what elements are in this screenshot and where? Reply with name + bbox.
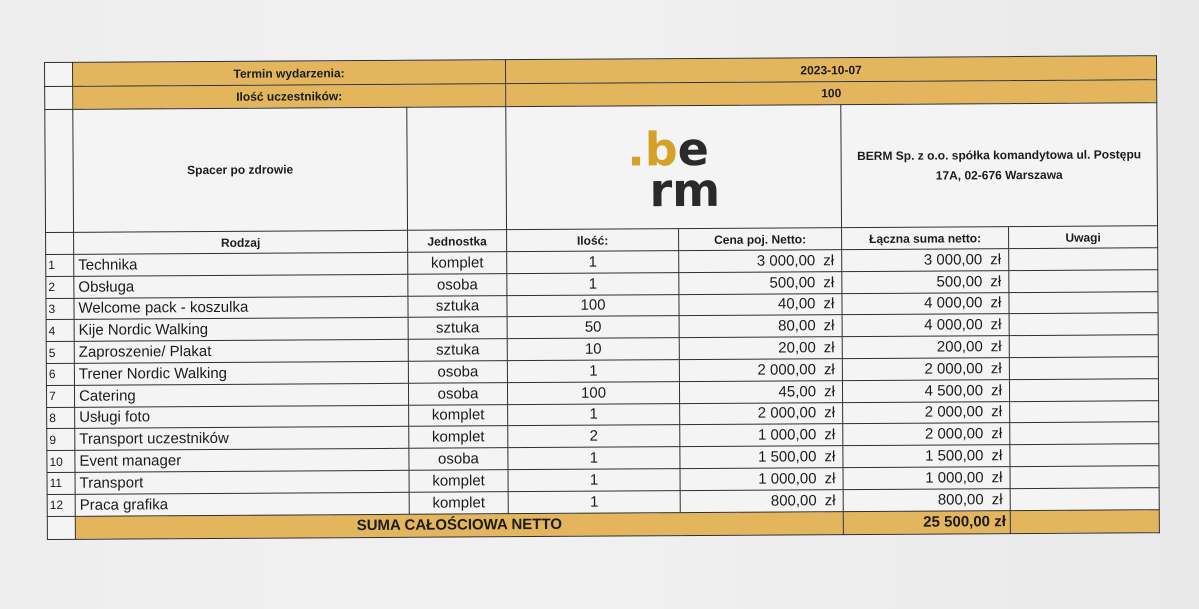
row-number: 11 bbox=[47, 472, 75, 494]
item-name: Transport bbox=[75, 470, 409, 494]
item-total: 800,00 bbox=[937, 490, 984, 509]
item-total: 2 000,00 bbox=[924, 403, 984, 422]
item-qty: 50 bbox=[507, 316, 679, 339]
item-total: 2 000,00 bbox=[924, 360, 983, 378]
item-price-cell bbox=[679, 315, 842, 338]
col-header-unit-price: Cena poj. Netto: bbox=[679, 228, 842, 251]
item-total: 4 000,00 bbox=[924, 316, 983, 334]
item-name: Zaproszenie/ Plakat bbox=[74, 339, 408, 363]
col-header-qty: Ilość: bbox=[507, 229, 679, 252]
item-name: Event manager bbox=[75, 448, 409, 472]
currency-label: zł bbox=[990, 338, 1002, 356]
row-number: 3 bbox=[46, 298, 74, 320]
row-spacer bbox=[45, 109, 74, 232]
summary-label: SUMA CAŁOŚCIOWA NETTO bbox=[75, 511, 843, 539]
item-unit: komplet bbox=[409, 426, 508, 448]
currency-label: zł bbox=[823, 339, 835, 357]
logo-dot: . bbox=[627, 121, 645, 177]
item-price-cell bbox=[680, 424, 843, 447]
currency-label: zł bbox=[991, 403, 1003, 421]
item-name: Transport uczestników bbox=[75, 427, 409, 451]
event-name: Spacer po zdrowie bbox=[73, 107, 408, 232]
item-qty: 2 bbox=[508, 425, 680, 448]
item-price: 80,00 bbox=[778, 317, 816, 335]
item-total-cell bbox=[842, 358, 1009, 381]
item-unit: sztuka bbox=[408, 317, 507, 339]
item-notes bbox=[1010, 400, 1159, 423]
item-total: 200,00 bbox=[936, 338, 983, 356]
currency-label: zł bbox=[823, 317, 835, 335]
row-spacer bbox=[45, 86, 73, 109]
item-notes bbox=[1010, 487, 1159, 510]
item-total: 4 500,00 bbox=[924, 381, 984, 400]
item-name: Kije Nordic Walking bbox=[74, 318, 408, 342]
currency-label: zł bbox=[824, 448, 836, 466]
item-price: 1 500,00 bbox=[758, 448, 817, 466]
item-qty: 10 bbox=[507, 338, 679, 361]
summary-value: 25 500,00 zł bbox=[843, 510, 1010, 534]
item-unit: sztuka bbox=[408, 295, 507, 317]
item-unit: komplet bbox=[409, 404, 508, 426]
item-total-cell bbox=[843, 488, 1010, 511]
blank-cell bbox=[407, 107, 507, 231]
col-header-total: Łączna suma netto: bbox=[842, 227, 1009, 250]
item-notes bbox=[1009, 313, 1158, 336]
item-price: 1 000,00 bbox=[758, 470, 817, 488]
logo-b: b bbox=[644, 121, 678, 176]
currency-label: zł bbox=[990, 316, 1002, 334]
item-price-cell bbox=[679, 359, 842, 382]
item-notes bbox=[1009, 291, 1158, 314]
item-unit: komplet bbox=[409, 491, 508, 513]
item-notes bbox=[1009, 378, 1158, 401]
item-notes bbox=[1009, 335, 1158, 358]
participants-value: 100 bbox=[506, 80, 1157, 107]
item-name: Obsługa bbox=[74, 274, 408, 298]
item-notes bbox=[1009, 357, 1158, 380]
currency-label: zł bbox=[991, 425, 1003, 443]
item-price-cell bbox=[680, 402, 843, 425]
logo-rm: rm bbox=[649, 162, 721, 218]
quote-table bbox=[44, 55, 1160, 539]
item-unit: sztuka bbox=[408, 339, 507, 361]
participants-label: Ilość uczestników: bbox=[73, 84, 506, 110]
item-rows bbox=[46, 248, 1160, 516]
currency-label: zł bbox=[823, 273, 835, 291]
item-name: Welcome pack - koszulka bbox=[74, 296, 408, 320]
item-price: 20,00 bbox=[778, 339, 816, 357]
currency-label: zł bbox=[991, 469, 1003, 487]
row-number: 8 bbox=[47, 407, 75, 429]
item-price: 1 000,00 bbox=[757, 426, 817, 444]
item-qty: 1 bbox=[508, 490, 680, 513]
currency-label: zł bbox=[990, 272, 1002, 290]
item-price: 2 000,00 bbox=[757, 404, 817, 423]
item-total-cell bbox=[843, 401, 1010, 424]
item-unit: osoba bbox=[408, 361, 507, 383]
currency-label: zł bbox=[991, 447, 1003, 465]
info-row bbox=[45, 103, 1158, 233]
currency-label: zł bbox=[824, 470, 836, 488]
row-number: 10 bbox=[47, 450, 75, 472]
item-qty: 1 bbox=[508, 447, 680, 470]
item-price: 2 000,00 bbox=[757, 361, 816, 379]
item-price-cell bbox=[679, 271, 842, 294]
item-notes bbox=[1010, 444, 1159, 467]
item-unit: osoba bbox=[409, 448, 508, 470]
currency-label: zł bbox=[824, 404, 836, 422]
logo-cell bbox=[506, 105, 842, 230]
item-unit: osoba bbox=[408, 273, 507, 295]
row-number: 4 bbox=[46, 320, 74, 342]
item-price: 40,00 bbox=[777, 295, 816, 314]
row-spacer bbox=[47, 516, 75, 539]
item-total: 2 000,00 bbox=[924, 425, 984, 443]
item-total-cell bbox=[843, 467, 1010, 490]
row-spacer bbox=[45, 62, 73, 86]
item-total: 3 000,00 bbox=[923, 251, 983, 269]
logo-e: e bbox=[677, 121, 710, 176]
item-price-cell bbox=[679, 250, 842, 273]
quote-sheet bbox=[44, 55, 1159, 543]
item-unit: komplet bbox=[409, 470, 508, 492]
item-total-cell bbox=[842, 314, 1009, 337]
item-price-cell bbox=[679, 380, 842, 403]
item-qty: 1 bbox=[508, 403, 680, 426]
item-total-cell bbox=[842, 292, 1009, 315]
item-total: 1 500,00 bbox=[924, 447, 984, 465]
row-number: 6 bbox=[46, 363, 74, 385]
item-name: Catering bbox=[74, 383, 408, 407]
item-price-cell bbox=[679, 293, 842, 316]
item-total: 4 000,00 bbox=[924, 294, 983, 313]
item-qty: 100 bbox=[507, 381, 679, 404]
item-qty: 1 bbox=[507, 360, 679, 383]
date-label: Termin wydarzenia: bbox=[73, 60, 506, 87]
item-price-cell bbox=[680, 446, 843, 469]
item-qty: 1 bbox=[508, 469, 680, 492]
summary-notes-cell bbox=[1010, 509, 1159, 533]
item-price-cell bbox=[680, 468, 843, 491]
company-address: BERM Sp. z o.o. spółka komandytowa ul. Postępu 17A, 02-676 Warszawa bbox=[841, 103, 1158, 228]
item-notes bbox=[1009, 269, 1158, 292]
item-price: 800,00 bbox=[770, 491, 817, 510]
row-spacer bbox=[46, 232, 74, 254]
row-number: 2 bbox=[46, 276, 74, 298]
currency-label: zł bbox=[990, 294, 1002, 312]
row-number: 1 bbox=[46, 254, 74, 276]
item-qty: 1 bbox=[507, 251, 679, 274]
item-qty: 1 bbox=[507, 272, 679, 295]
item-unit: osoba bbox=[408, 382, 507, 404]
row-number: 12 bbox=[47, 494, 75, 516]
item-qty: 100 bbox=[507, 294, 679, 317]
currency-label: zł bbox=[824, 491, 836, 509]
item-notes bbox=[1010, 422, 1159, 445]
item-total-cell bbox=[842, 379, 1009, 402]
item-price: 3 000,00 bbox=[756, 252, 816, 270]
item-price-cell bbox=[679, 337, 842, 360]
currency-label: zł bbox=[990, 381, 1002, 399]
berm-logo bbox=[627, 121, 721, 218]
item-name: Usługi foto bbox=[75, 405, 409, 429]
item-notes bbox=[1009, 248, 1158, 271]
currency-label: zł bbox=[824, 426, 836, 444]
item-total-cell bbox=[843, 445, 1010, 468]
item-price: 500,00 bbox=[769, 273, 816, 292]
item-total-cell bbox=[842, 270, 1009, 293]
currency-label: zł bbox=[823, 382, 835, 400]
item-name: Technika bbox=[74, 252, 408, 276]
item-price-cell bbox=[680, 489, 843, 512]
item-name: Praca grafika bbox=[75, 492, 409, 516]
item-total-cell bbox=[843, 423, 1010, 446]
currency-label: zł bbox=[823, 295, 835, 313]
item-price: 45,00 bbox=[778, 382, 817, 401]
item-total: 500,00 bbox=[936, 272, 983, 291]
item-notes bbox=[1010, 466, 1159, 489]
col-header-type: Rodzaj bbox=[74, 230, 408, 254]
col-header-unit: Jednostka bbox=[408, 230, 507, 253]
row-number: 7 bbox=[46, 385, 74, 407]
col-header-notes: Uwagi bbox=[1009, 226, 1158, 249]
item-total-cell bbox=[842, 336, 1009, 359]
item-name: Trener Nordic Walking bbox=[74, 361, 408, 385]
currency-label: zł bbox=[991, 490, 1003, 508]
currency-label: zł bbox=[823, 252, 835, 270]
item-total-cell bbox=[842, 249, 1009, 272]
item-total: 1 000,00 bbox=[925, 469, 984, 487]
currency-label: zł bbox=[823, 361, 835, 379]
currency-label: zł bbox=[990, 360, 1002, 378]
row-number: 5 bbox=[46, 342, 74, 364]
date-value: 2023-10-07 bbox=[506, 56, 1157, 84]
row-number: 9 bbox=[47, 429, 75, 451]
item-unit: komplet bbox=[408, 252, 507, 274]
currency-label: zł bbox=[990, 251, 1002, 269]
